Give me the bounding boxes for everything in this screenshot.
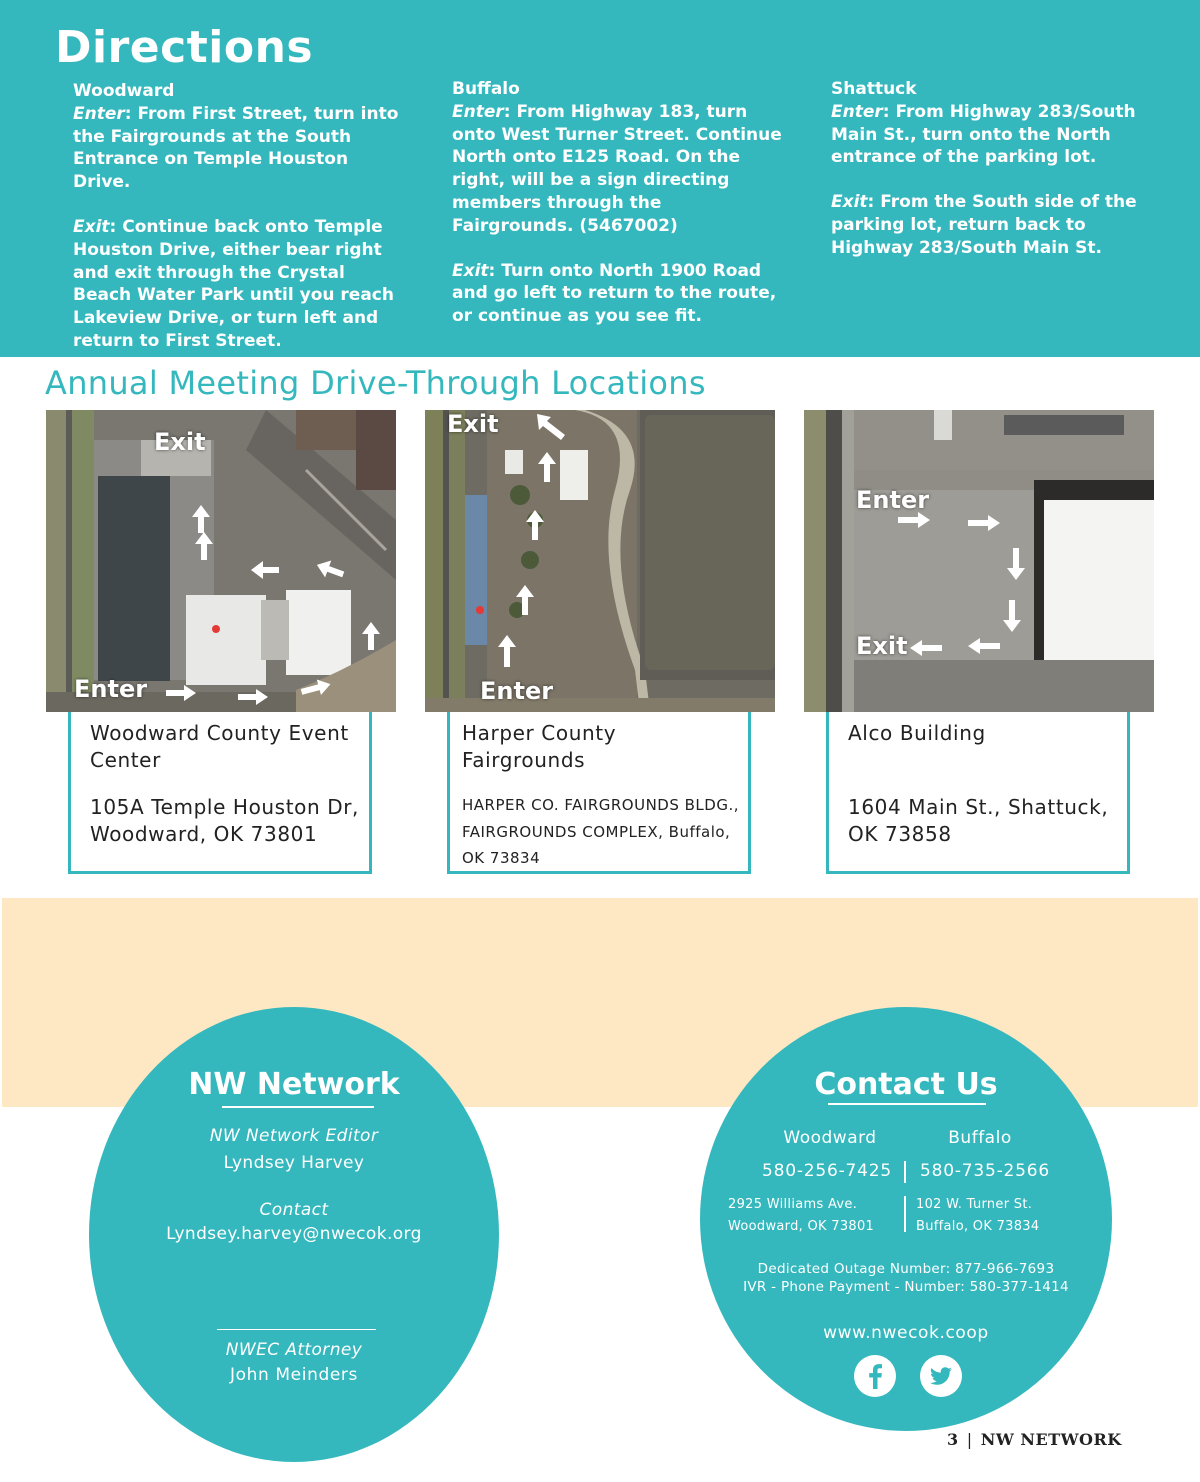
facebook-icon[interactable]: [854, 1355, 896, 1397]
direction-enter: Enter: From First Street, turn into the Fairgrounds at the South Entrance on Temple Houston Drive.: [73, 103, 399, 193]
page-number: 3: [947, 1430, 959, 1449]
editor-role: NW Network Editor: [209, 1126, 379, 1146]
direction-town: Shattuck: [831, 79, 917, 99]
direction-exit: Exit: Continue back onto Temple Houston Drive, either bear right and exit through the Crystal Beach Water Park until you reach Lakeview Drive, or turn left and return to First Street.: [73, 216, 394, 351]
map-enter-label: Enter: [480, 677, 554, 705]
directions-section: [0, 0, 1200, 357]
location-name: Harper County Fairgrounds: [462, 721, 617, 772]
map-exit-label: Exit: [856, 632, 908, 660]
office-city-woodward: Woodward: [783, 1128, 877, 1148]
map-exit-label: Exit: [154, 428, 206, 456]
title-underline: [828, 1103, 986, 1105]
address-divider: [904, 1196, 906, 1232]
divider-rule: [217, 1329, 376, 1330]
publication-name: NW NETWORK: [980, 1430, 1122, 1449]
location-address: HARPER CO. FAIRGROUNDS BLDG., FAIRGROUNDS COMPLEX, Buffalo, OK 73834: [462, 796, 739, 867]
phone-divider: [904, 1161, 906, 1183]
route-arrows: [46, 410, 396, 712]
office-street-woodward: 2925 Williams Ave.: [728, 1197, 858, 1212]
map-enter-label: Enter: [74, 675, 148, 703]
page-footer: [947, 1430, 1122, 1449]
directions-column-woodward: [73, 80, 403, 375]
location-card-shattuck: [826, 712, 1130, 874]
nw-network-circle: [89, 1007, 499, 1462]
office-phone-woodward[interactable]: 580-256-7425: [761, 1161, 893, 1181]
map-enter-label: Enter: [856, 486, 930, 514]
attorney-name: John Meinders: [230, 1365, 358, 1385]
office-phone-buffalo[interactable]: 580-735-2566: [919, 1161, 1051, 1181]
map-exit-label: Exit: [447, 410, 499, 438]
direction-exit: Exit: From the South side of the parking lot, return back to Highway 283/South Main St.: [831, 192, 1137, 258]
direction-exit: Exit: Turn onto North 1900 Road and go left to return to the route, or continue as you see fit.: [452, 260, 777, 327]
route-arrows: [804, 410, 1154, 712]
contact-us-title: Contact Us: [814, 1067, 998, 1102]
office-city-buffalo: Buffalo: [948, 1128, 1012, 1148]
directions-column-buffalo: [452, 78, 782, 350]
locations-title: Annual Meeting Drive-Through Locations: [45, 364, 706, 402]
ivr-number: IVR - Phone Payment - Number: 580-377-1414: [743, 1279, 1069, 1295]
website-link[interactable]: www.nwecok.coop: [823, 1323, 989, 1343]
location-card-woodward: [68, 712, 372, 874]
office-citystate-buffalo: Buffalo, OK 73834: [916, 1219, 1040, 1234]
office-street-buffalo: 102 W. Turner St.: [916, 1197, 1033, 1212]
map-shattuck: [804, 410, 1154, 712]
location-name: Woodward County Event Center: [90, 721, 349, 772]
map-buffalo: [425, 410, 775, 712]
direction-town: Woodward: [73, 81, 175, 101]
directions-column-shattuck: [831, 78, 1151, 282]
location-card-buffalo: [447, 712, 751, 874]
contact-email[interactable]: Lyndsey.harvey@nwecok.org: [166, 1224, 422, 1244]
direction-enter: Enter: From Highway 283/South Main St., turn onto the North entrance of the parking lot.: [831, 101, 1136, 168]
outage-number: Dedicated Outage Number: 877-966-7693: [757, 1261, 1055, 1277]
directions-title: Directions: [55, 22, 314, 73]
direction-town: Buffalo: [452, 79, 520, 99]
attorney-role: NWEC Attorney: [225, 1340, 363, 1360]
contact-label: Contact: [259, 1200, 329, 1220]
twitter-icon[interactable]: [920, 1355, 962, 1397]
office-citystate-woodward: Woodward, OK 73801: [728, 1219, 875, 1234]
editor-name: Lyndsey Harvey: [223, 1153, 365, 1173]
route-arrows: [425, 410, 775, 712]
direction-enter: Enter: From Highway 183, turn onto West Turner Street. Continue North onto E125 Road. On the right, will be a sign directing members through the Fairgrounds. (5467002): [452, 101, 782, 236]
location-name: Alco Building: [848, 721, 986, 745]
contact-us-circle: [700, 1007, 1112, 1431]
title-underline: [222, 1106, 374, 1108]
location-address: 105A Temple Houston Dr, Woodward, OK 73801: [90, 795, 359, 846]
location-address: 1604 Main St., Shattuck, OK 73858: [848, 795, 1109, 846]
map-woodward: [46, 410, 396, 712]
nw-network-title: NW Network: [188, 1067, 400, 1102]
footer-separator: |: [966, 1430, 973, 1449]
